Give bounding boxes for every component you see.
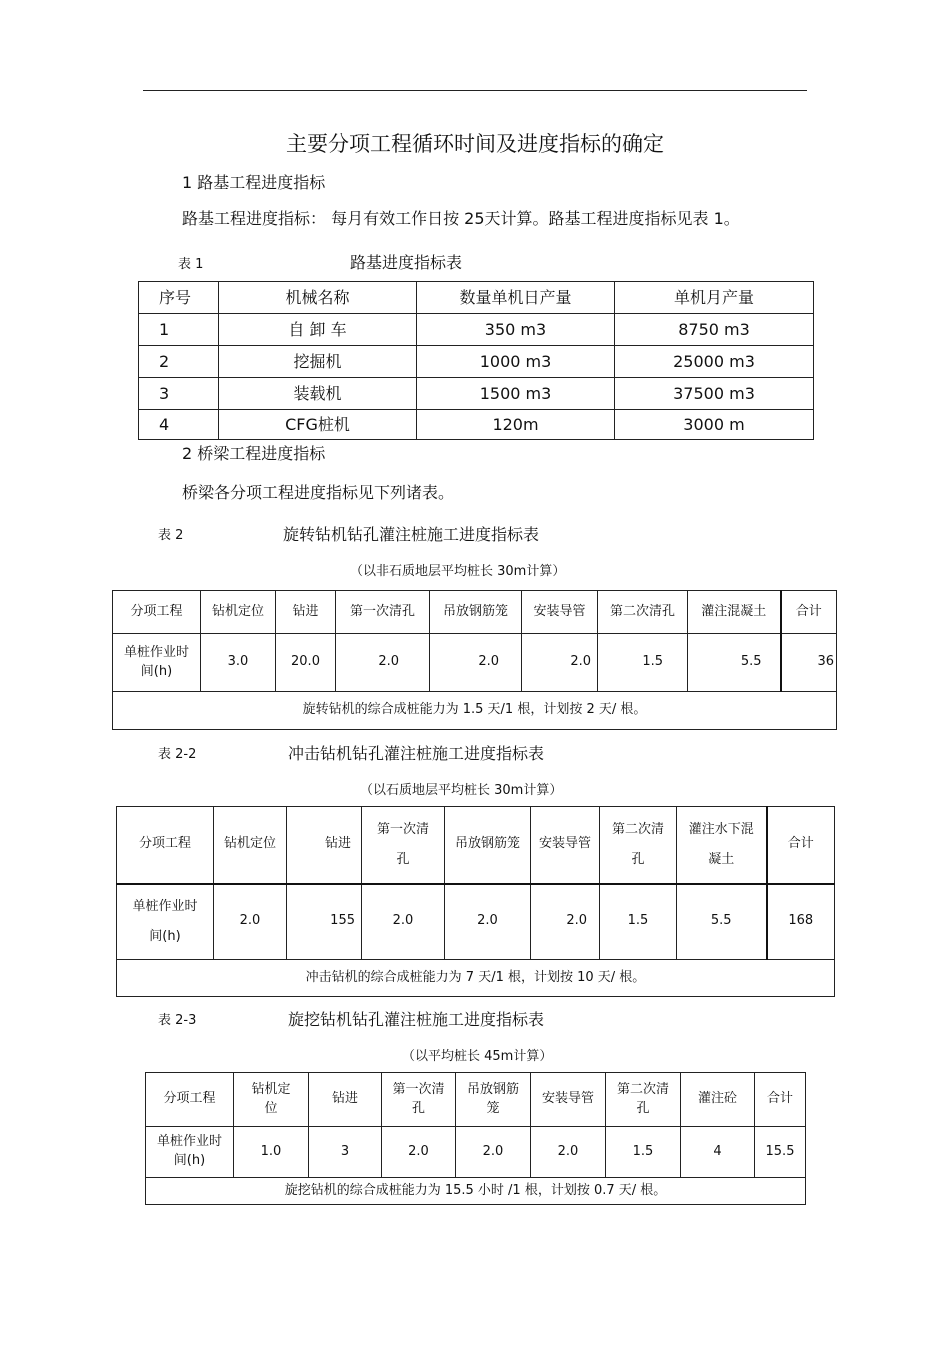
table-note: 冲击钻机的综合成桩能力为 7 天/1 根，计划按 10 天/ 根。 (117, 960, 835, 997)
cell: 2.0 (382, 1127, 456, 1178)
cell: 5.5 (688, 634, 781, 692)
header-line: 钻机定 (251, 1081, 291, 1097)
header-line: 第一次清 (392, 1081, 445, 1097)
section-heading-bridge: 2 桥梁工程进度指标 (182, 444, 326, 463)
header-cell: 安装导管 (531, 807, 600, 884)
header-line: 位 (264, 1100, 278, 1116)
cell: 4 (139, 410, 219, 440)
cell: 自 卸 车 (219, 314, 417, 346)
header-cell: 灌注混凝土 (688, 591, 781, 634)
cell: 37500 m3 (615, 378, 814, 410)
cell: 挖掘机 (219, 346, 417, 378)
cell: 2.0 (336, 634, 430, 692)
header-cell: 安装导管 (522, 591, 598, 634)
header-cell (234, 1073, 309, 1127)
header-cell: 数量单机日产量 (417, 282, 615, 314)
roadbed-table (138, 281, 814, 440)
row-label-line2: 间(h) (149, 928, 181, 944)
header-cell: 钻进 (287, 807, 362, 884)
header-cell (382, 1073, 456, 1127)
header-cell: 分项工程 (146, 1073, 234, 1127)
cell: 8750 m3 (615, 314, 814, 346)
cell: 2.0 (445, 884, 531, 960)
row-label-line1: 单桩作业时 (156, 1134, 222, 1150)
cell: 2.0 (430, 634, 522, 692)
row-label-line1: 单桩作业时 (123, 644, 189, 660)
cell: 1.0 (234, 1127, 309, 1178)
table-row (113, 634, 837, 692)
table-note: 旋转钻机的综合成桩能力为 1.5 天/1 根，计划按 2 天/ 根。 (113, 692, 837, 730)
cell: 25000 m3 (615, 346, 814, 378)
cell: 2.0 (456, 1127, 531, 1178)
row-label-line1: 单桩作业时 (132, 898, 198, 914)
cell: 168 (767, 884, 835, 960)
row-label-cell (146, 1127, 234, 1178)
header-cell: 安装导管 (531, 1073, 606, 1127)
cell: 15.5 (755, 1127, 806, 1178)
cell: 155 (287, 884, 362, 960)
header-line: 吊放钢筋 (466, 1081, 519, 1097)
bridge-paragraph: 桥梁各分项工程进度指标见下列诸表。 (182, 483, 455, 502)
cell: 1500 m3 (417, 378, 615, 410)
cell: 装载机 (219, 378, 417, 410)
table2-subtitle: （以非石质地层平均桩长 30m计算） (350, 564, 566, 579)
cell: 2 (139, 346, 219, 378)
cell: 350 m3 (417, 314, 615, 346)
cell: 36 (781, 634, 837, 692)
cell: 20.0 (276, 634, 336, 692)
table-row (139, 378, 814, 410)
table-note: 旋挖钻机的综合成桩能力为 15.5 小时 /1 根，计划按 0.7 天/ 根。 (146, 1178, 806, 1205)
table2-title: 旋转钻机钻孔灌注桩施工进度指标表 (283, 525, 540, 544)
cell: 2.0 (362, 884, 445, 960)
cell: 3.0 (201, 634, 276, 692)
header-line: 孔 (396, 851, 410, 867)
header-cell: 吊放钢筋笼 (430, 591, 522, 634)
table22-title: 冲击钻机钻孔灌注桩施工进度指标表 (288, 744, 545, 763)
row-label-line2: 间(h) (140, 663, 173, 679)
cell: 1 (139, 314, 219, 346)
header-line: 第二次清 (616, 1081, 669, 1097)
roadbed-paragraph: 路基工程进度指标： 每月有效工作日按 25天计算。路基工程进度指标见表 1。 (182, 209, 740, 228)
header-cell: 合计 (767, 807, 835, 884)
table-row (139, 314, 814, 346)
table23-title: 旋挖钻机钻孔灌注桩施工进度指标表 (288, 1010, 545, 1029)
header-cell: 合计 (781, 591, 837, 634)
cell: CFG桩机 (219, 410, 417, 440)
percussion-drill-table (116, 806, 835, 997)
header-cell (606, 1073, 681, 1127)
cell: 2.0 (531, 1127, 606, 1178)
cell: 2.0 (522, 634, 598, 692)
header-line: 孔 (631, 851, 645, 867)
cell: 2.0 (531, 884, 600, 960)
header-cell: 吊放钢筋笼 (445, 807, 531, 884)
header-line: 凝土 (708, 851, 735, 867)
header-cell: 分项工程 (113, 591, 201, 634)
header-line: 第二次清 (611, 821, 664, 837)
header-cell (362, 807, 445, 884)
header-cell (600, 807, 677, 884)
header-cell: 钻进 (276, 591, 336, 634)
header-cell: 单机月产量 (615, 282, 814, 314)
row-label-line2: 间(h) (173, 1153, 206, 1168)
table23-subtitle: （以平均桩长 45m计算） (402, 1049, 553, 1064)
cell: 1.5 (600, 884, 677, 960)
header-cell: 钻机定位 (214, 807, 287, 884)
header-line: 孔 (411, 1100, 425, 1116)
header-line: 笼 (486, 1100, 500, 1116)
header-rule (143, 90, 807, 91)
cell: 2.0 (214, 884, 287, 960)
cell: 5.5 (677, 884, 767, 960)
table22-label: 表 2-2 (158, 747, 197, 762)
header-cell: 钻进 (309, 1073, 382, 1127)
table2-label: 表 2 (158, 528, 184, 543)
cell: 3 (309, 1127, 382, 1178)
header-cell: 钻机定位 (201, 591, 276, 634)
table-row (139, 346, 814, 378)
header-cell (677, 807, 767, 884)
cell: 3 (139, 378, 219, 410)
header-cell: 分项工程 (117, 807, 214, 884)
table23-label: 表 2-3 (158, 1013, 197, 1028)
table22-subtitle: （以石质地层平均桩长 30m计算） (360, 783, 563, 798)
rotary-excavating-drill-table (145, 1072, 806, 1205)
cell: 1000 m3 (417, 346, 615, 378)
header-cell: 灌注砼 (681, 1073, 755, 1127)
cell: 3000 m (615, 410, 814, 440)
cell: 1.5 (606, 1127, 681, 1178)
cell: 1.5 (598, 634, 688, 692)
header-cell: 序号 (139, 282, 219, 314)
page-title: 主要分项工程循环时间及进度指标的确定 (286, 132, 664, 156)
row-label-cell (113, 634, 201, 692)
table-row (146, 1127, 806, 1178)
cell: 4 (681, 1127, 755, 1178)
table1-title: 路基进度指标表 (350, 253, 463, 272)
header-cell: 第二次清孔 (598, 591, 688, 634)
header-cell: 合计 (755, 1073, 806, 1127)
cell: 120m (417, 410, 615, 440)
header-cell: 机械名称 (219, 282, 417, 314)
table1-label: 表 1 (178, 257, 204, 272)
table-row (139, 410, 814, 440)
header-line: 孔 (636, 1100, 650, 1116)
table-row (117, 884, 835, 960)
section-heading-roadbed: 1 路基工程进度指标 (182, 173, 326, 192)
rotary-drill-table (112, 590, 837, 730)
header-cell: 第一次清孔 (336, 591, 430, 634)
header-line: 第一次清 (376, 821, 429, 837)
header-cell (456, 1073, 531, 1127)
row-label-cell (117, 884, 214, 960)
header-line: 灌注水下混 (688, 821, 754, 837)
